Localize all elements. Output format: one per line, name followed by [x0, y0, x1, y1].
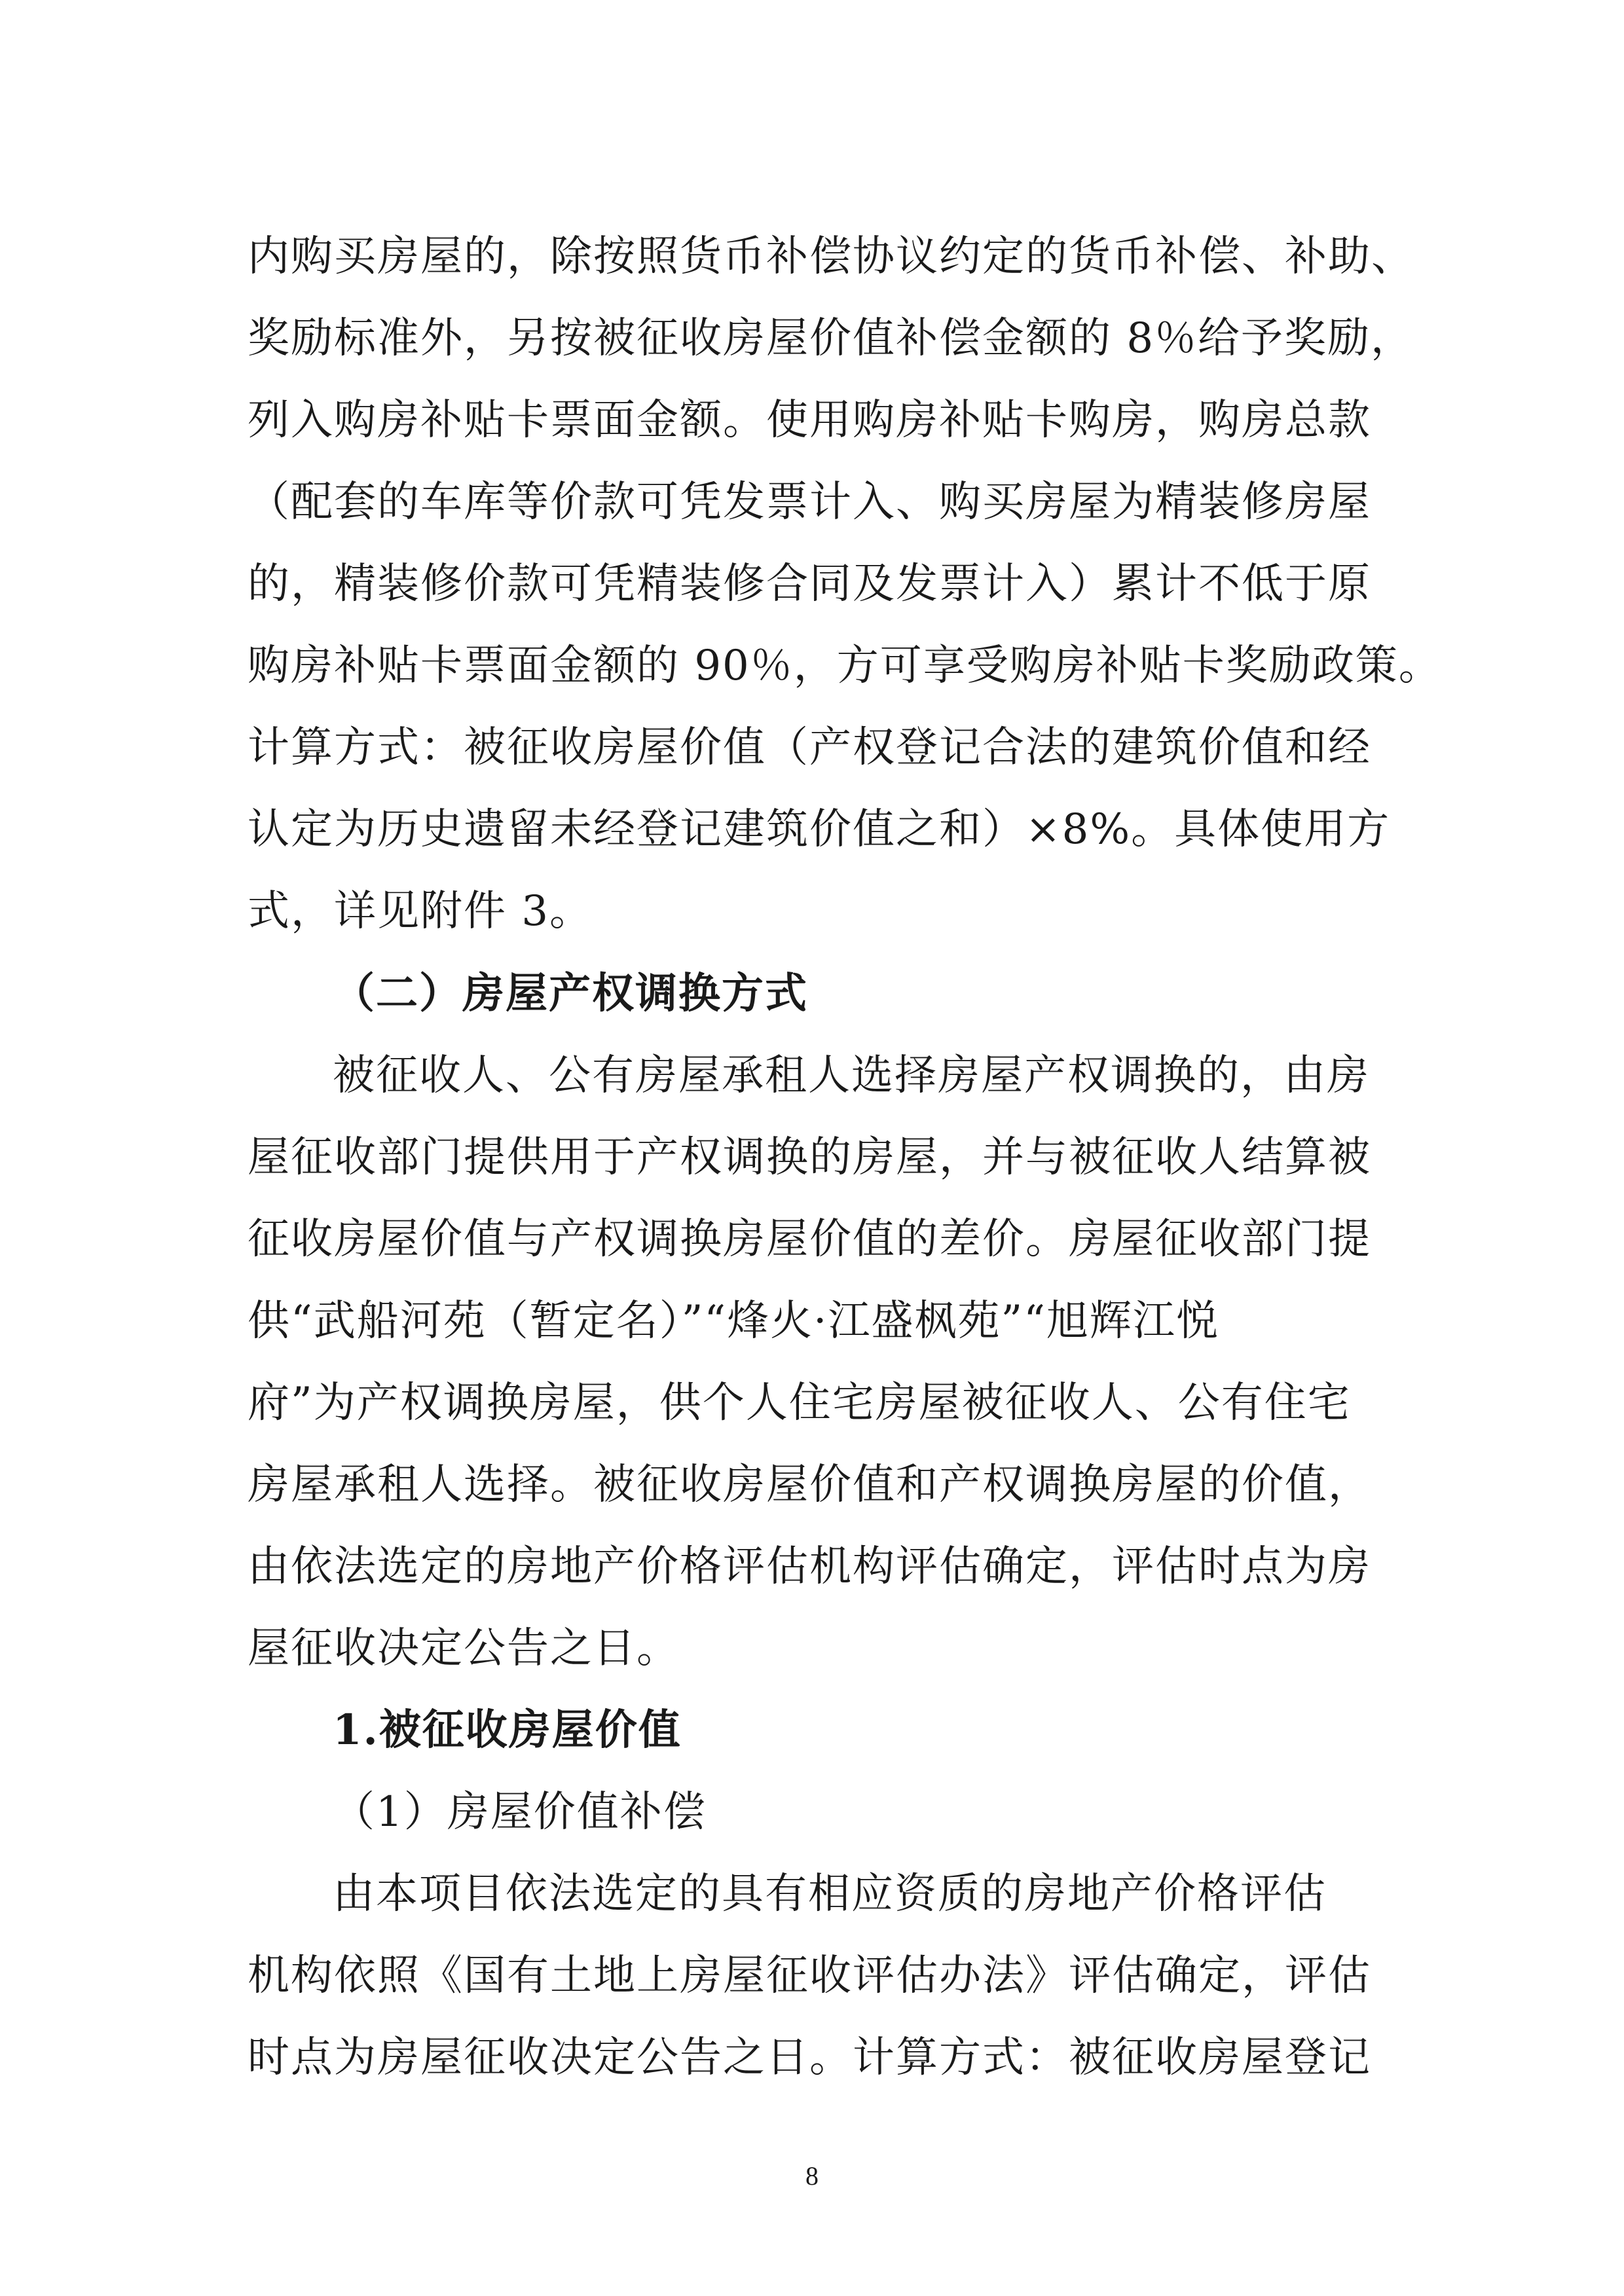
- body-line: 时点为房屋征收决定公告之日。计算方式：被征收房屋登记: [248, 2033, 1371, 2082]
- body-line: 征收房屋价值与产权调换房屋价值的差价。房屋征收部门提: [248, 1215, 1371, 1264]
- section-heading: （二）房屋产权调换方式: [333, 969, 808, 1018]
- body-line: 供“武船河苑（暂定名）”“烽火·江盛枫苑”“旭辉江悦: [248, 1297, 1219, 1345]
- subsection-heading: 1.被征收房屋价值: [333, 1705, 682, 1755]
- body-line: 的，精装修价款可凭精装修合同及发票计入）累计不低于原: [248, 560, 1371, 608]
- item-heading: （1）房屋价值补偿: [333, 1788, 707, 1836]
- body-line: 奖励标准外，另按被征收房屋价值补偿金额的 8％给予奖励，: [248, 314, 1414, 363]
- paragraph-first-line: 由本项目依法选定的具有相应资质的房地产价格评估: [333, 1870, 1327, 1918]
- body-line: 屋征收决定公告之日。: [248, 1624, 680, 1673]
- page-number: 8: [805, 2161, 819, 2191]
- body-line: 屋征收部门提供用于产权调换的房屋，并与被征收人结算被: [248, 1133, 1371, 1182]
- body-line: 列入购房补贴卡票面金额。使用购房补贴卡购房，购房总款: [248, 396, 1371, 445]
- paragraph-first-line: 被征收人、公有房屋承租人选择房屋产权调换的，由房: [333, 1051, 1370, 1100]
- body-line: 府”为产权调换房屋，供个人住宅房屋被征收人、公有住宅: [248, 1379, 1351, 1427]
- body-line: 机构依照《国有土地上房屋征收评估办法》评估确定，评估: [248, 1952, 1371, 2000]
- body-line: 计算方式：被征收房屋价值（产权登记合法的建筑价值和经: [248, 723, 1371, 772]
- body-line: 认定为历史遗留未经登记建筑价值之和）×8%。具体使用方: [248, 805, 1391, 854]
- body-line: 购房补贴卡票面金额的 90％，方可享受购房补贴卡奖励政策。: [248, 642, 1442, 690]
- body-line: 由依法选定的房地产价格评估机构评估确定，评估时点为房: [248, 1542, 1371, 1591]
- body-line: 式，详见附件 3。: [248, 887, 593, 936]
- body-line: 内购买房屋的，除按照货币补偿协议约定的货币补偿、补助、: [248, 232, 1414, 281]
- body-line: 房屋承租人选择。被征收房屋价值和产权调换房屋的价值，: [248, 1461, 1371, 1509]
- body-line: （配套的车库等价款可凭发票计入、购买房屋为精装修房屋: [248, 478, 1371, 526]
